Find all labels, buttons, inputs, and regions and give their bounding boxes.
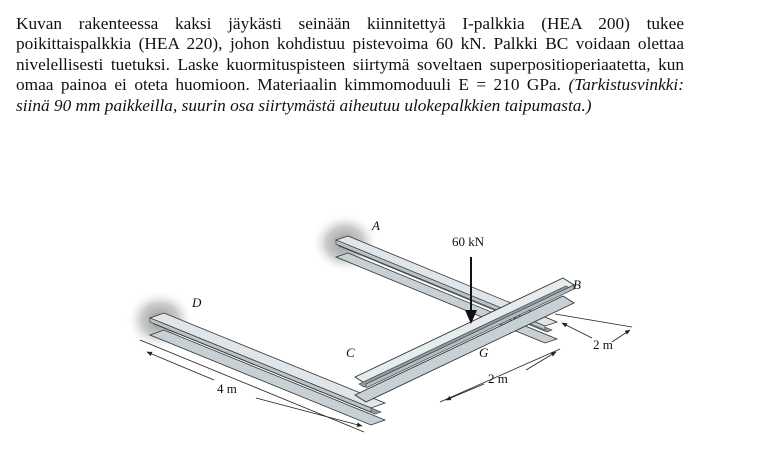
dimension-label-4m: 4 m xyxy=(217,381,237,396)
label-b: B xyxy=(573,277,581,292)
load-label: 60 kN xyxy=(452,234,485,249)
dimension-label-2m-right: 2 m xyxy=(593,337,613,352)
cantilever-beam-d xyxy=(150,313,385,425)
label-d: D xyxy=(192,295,202,310)
label-a: A xyxy=(372,218,380,233)
problem-hint: (Tarkistusvinkki: siinä 90 mm paikkeilla, suurin osa siirtymästä aiheutuu ulokepalkkien taipumasta.) xyxy=(16,75,684,115)
label-c: C xyxy=(346,345,355,360)
problem-body: Kuvan rakenteessa kaksi jäykästi seinään kiinnitettyä I-palkkia (HEA 200) tukee poikittaispalkkia (HEA 220), johon kohdistuu pistevoima 60 kN. Palkki BC voidaan olettaa nivelellisesti tuetuksi. Laske kuormituspisteen siirtymä soveltaen superpositioperiaatetta, kun omaa painoa ei oteta huomioon. Materiaalin kimmomoduuli E = 210 GPa. xyxy=(16,14,684,95)
label-g: G xyxy=(479,345,489,360)
dimension-label-2m-left: 2 m xyxy=(488,371,508,386)
